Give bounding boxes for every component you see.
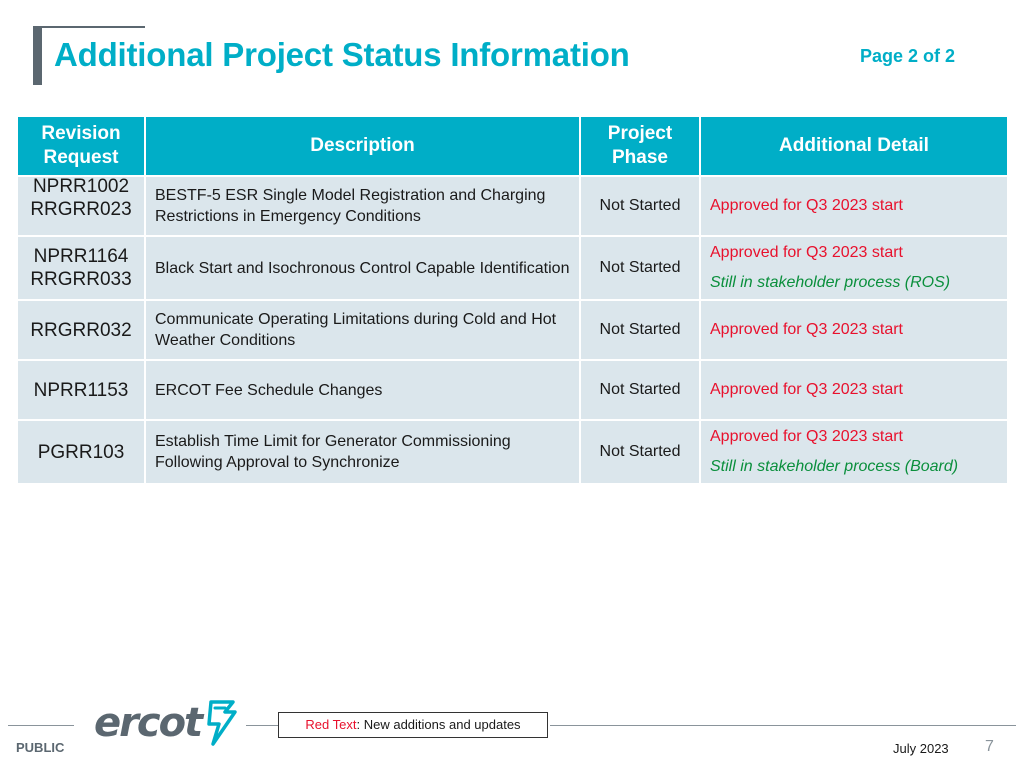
description-cell: ERCOT Fee Schedule Changes xyxy=(145,360,580,420)
detail-cell xyxy=(700,420,1008,484)
header-project-phase: Project Phase xyxy=(580,116,700,176)
revision-cell: NPRR1002 RRGRR023 xyxy=(17,176,145,236)
lightning-bolt-icon xyxy=(203,700,237,746)
footer-divider-right xyxy=(550,725,1016,726)
detail-cell xyxy=(700,300,1008,360)
detail-cell xyxy=(700,176,1008,236)
page-number: 7 xyxy=(985,738,994,755)
detail-approved-text: Approved for Q3 2023 start xyxy=(710,428,903,445)
title-accent-bar xyxy=(33,26,42,85)
footer-divider-left xyxy=(8,725,74,726)
table-row xyxy=(17,176,1008,236)
legend-description: : New additions and updates xyxy=(356,717,521,732)
header-additional-detail: Additional Detail xyxy=(700,116,1008,176)
phase-cell: Not Started xyxy=(580,360,700,420)
detail-cell xyxy=(700,360,1008,420)
footer-divider-middle xyxy=(246,725,279,726)
detail-approved-text: Approved for Q3 2023 start xyxy=(710,381,903,398)
revision-cell: NPRR1153 xyxy=(17,360,145,420)
table-row xyxy=(17,360,1008,420)
table-row xyxy=(17,420,1008,484)
detail-approved-text: Approved for Q3 2023 start xyxy=(710,197,903,214)
table-row xyxy=(17,300,1008,360)
table-header-row xyxy=(17,116,1008,176)
description-cell: Black Start and Isochronous Control Capable Identification xyxy=(145,236,580,300)
title-accent-line xyxy=(33,26,145,28)
legend-red-label: Red Text xyxy=(305,717,357,732)
footer-date: July 2023 xyxy=(893,741,949,756)
phase-cell: Not Started xyxy=(580,420,700,484)
classification-label: PUBLIC xyxy=(16,740,65,755)
phase-cell: Not Started xyxy=(580,176,700,236)
detail-approved-text: Approved for Q3 2023 start xyxy=(710,244,903,261)
description-cell: BESTF-5 ESR Single Model Registration and Charging Restrictions in Emergency Conditions xyxy=(145,176,580,236)
detail-stakeholder-text: Still in stakeholder process (Board) xyxy=(710,458,959,475)
detail-cell xyxy=(700,236,1008,300)
legend-box xyxy=(278,712,548,738)
description-cell: Establish Time Limit for Generator Commissioning Following Approval to Synchronize xyxy=(145,420,580,484)
header-revision-request: Revision Request xyxy=(17,116,145,176)
detail-approved-text: Approved for Q3 2023 start xyxy=(710,321,903,338)
header-description: Description xyxy=(145,116,580,176)
revision-cell: RRGRR032 xyxy=(17,300,145,360)
page-title: Additional Project Status Information xyxy=(54,36,630,73)
phase-cell: Not Started xyxy=(580,300,700,360)
table-row xyxy=(17,236,1008,300)
logo-wordmark: ercot xyxy=(94,700,202,746)
revision-cell: NPRR1164 RRGRR033 xyxy=(17,236,145,300)
page-indicator: Page 2 of 2 xyxy=(860,46,956,66)
description-cell: Communicate Operating Limitations during Cold and Hot Weather Conditions xyxy=(145,300,580,360)
detail-stakeholder-text: Still in stakeholder process (ROS) xyxy=(710,274,951,291)
revision-cell: PGRR103 xyxy=(17,420,145,484)
phase-cell: Not Started xyxy=(580,236,700,300)
project-status-table xyxy=(16,115,1009,485)
ercot-logo xyxy=(94,700,237,746)
